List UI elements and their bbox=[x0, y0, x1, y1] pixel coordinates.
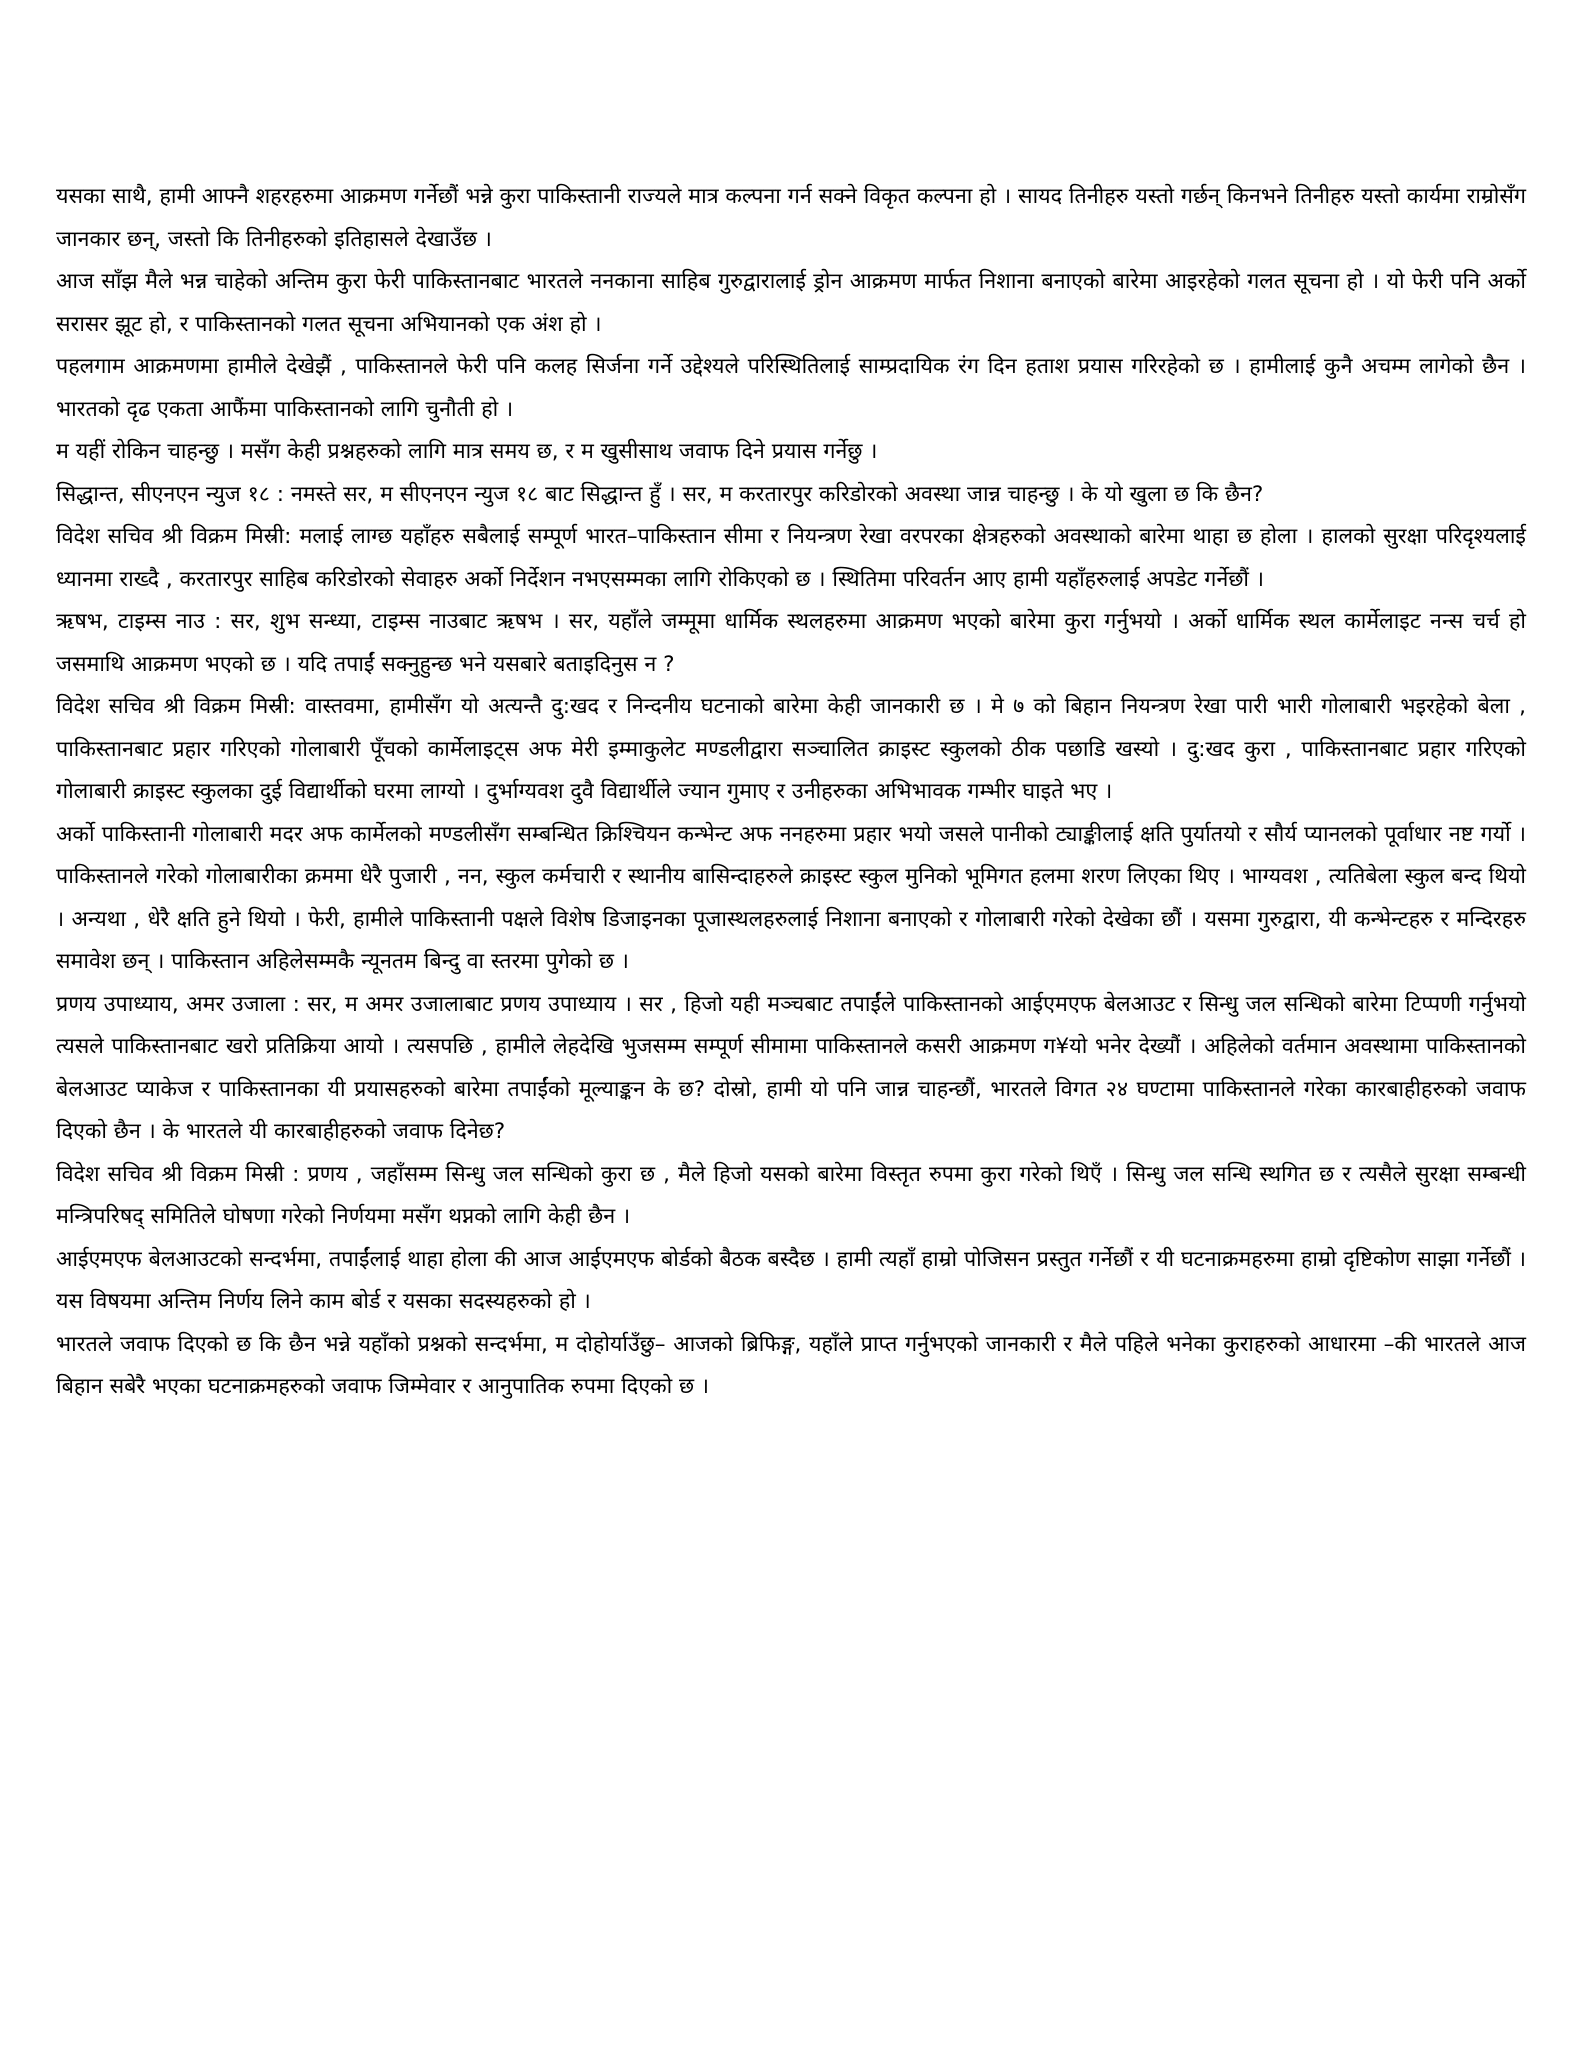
document-page bbox=[56, 176, 1526, 1409]
paragraph-13: भारतले जवाफ दिएको छ कि छैन भन्ने यहाँको प्रश्नको सन्दर्भमा, म दोहोर्याउँछु– आजको ब्रिफिङ्ग, यहाँले प्राप्त गर्नुभएको जानकारी र मैले पहिले भनेका कुराहरुको आधारमा –की भारतले आज बिहान सबेरै भएका घटनाक्रमहरुको जवाफ जिम्मेवार र आनुपातिक रुपमा दिएको छ । bbox=[56, 1331, 1526, 1399]
paragraph-1: यसका साथै, हामी आफ्नै शहरहरुमा आक्रमण गर्नेछौं भन्ने कुरा पाकिस्तानी राज्यले मात्र कल्पना गर्न सक्ने विकृत कल्पना हो । सायद तिनीहरु यस्तो गर्छन् किनभने तिनीहरु यस्तो कार्यमा राम्रोसँग जानकार छन्, जस्तो कि तिनीहरुको इतिहासले देखाउँछ । bbox=[56, 184, 1526, 252]
paragraph-11: विदेश सचिव श्री विक्रम मिस्री : प्रणय , जहाँसम्म सिन्धु जल सन्धिको कुरा छ , मैले हिजो यसको बारेमा विस्तृत रुपमा कुरा गरेको थिएँ । सिन्धु जल सन्धि स्थगित छ र त्यसैले सुरक्षा सम्बन्धी मन्त्रिपरिषद् समितिले घोषणा गरेको निर्णयमा मसँग थप्नको लागि केही छैन । bbox=[56, 1161, 1526, 1229]
paragraph-5: सिद्धान्त, सीएनएन न्युज १८ : नमस्ते सर, म सीएनएन न्युज १८ बाट सिद्धान्त हुँ । सर, म करतारपुर करिडोरको अवस्था जान्न चाहन्छु । के यो खुला छ कि छैन? bbox=[56, 481, 1264, 507]
paragraph-10: प्रणय उपाध्याय, अमर उजाला : सर, म अमर उजालाबाट प्रणय उपाध्याय । सर , हिजो यही मञ्चबाट तपाईंले पाकिस्तानको आईएमएफ बेलआउट र सिन्धु जल सन्धिको बारेमा टिप्पणी गर्नुभयो त्यसले पाकिस्तानबाट खरो प्रतिक्रिया आयो । त्यसपछि , हामीले लेहदेखि भुजसम्म सम्पूर्ण सीमामा पाकिस्तानले कसरी आक्रमण ग¥यो भनेर देख्यौं । अहिलेको वर्तमान अवस्थामा पाकिस्तानको बेलआउट प्याकेज र पाकिस्तानका यी प्रयासहरुको बारेमा तपाईंको मूल्याङ्कन के छ? दोस्रो, हामी यो पनि जान्न चाहन्छौं, भारतले विगत २४ घण्टामा पाकिस्तानले गरेका कारबाहीहरुको जवाफ दिएको छैन । के भारतले यी कारबाहीहरुको जवाफ दिनेछ? bbox=[56, 991, 1526, 1144]
paragraph-7: ऋषभ, टाइम्स नाउ : सर, शुभ सन्ध्या, टाइम्स नाउबाट ऋषभ । सर, यहाँले जम्मूमा धार्मिक स्थलहरुमा आक्रमण भएको बारेमा कुरा गर्नुभयो । अर्को धार्मिक स्थल कार्मेलाइट नन्स चर्च हो जसमाथि आक्रमण भएको छ । यदि तपाईं सक्नुहुन्छ भने यसबारे बताइदिनुस न ? bbox=[56, 609, 1526, 677]
paragraph-2: आज साँझ मैले भन्न चाहेको अन्तिम कुरा फेरी पाकिस्तानबाट भारतले ननकाना साहिब गुरुद्वारालाई ड्रोन आक्रमण मार्फत निशाना बनाएको बारेमा आइरहेको गलत सूचना हो । यो फेरी पनि अर्को सरासर झूट हो, र पाकिस्तानको गलत सूचना अभियानको एक अंश हो । bbox=[56, 269, 1526, 337]
paragraph-4: म यहीं रोकिन चाहन्छु । मसँग केही प्रश्नहरुको लागि मात्र समय छ, र म खुसीसाथ जवाफ दिने प्रयास गर्नेछु । bbox=[56, 439, 878, 464]
paragraph-12: आईएमएफ बेलआउटको सन्दर्भमा, तपाईंलाई थाहा होला की आज आईएमएफ बोर्डको बैठक बस्दैछ । हामी त्यहाँ हाम्रो पोजिसन प्रस्तुत गर्नेछौं र यी घटनाक्रमहरुमा हाम्रो दृष्टिकोण साझा गर्नेछौं । यस विषयमा अन्तिम निर्णय लिने काम बोर्ड र यसका सदस्यहरुको हो । bbox=[56, 1246, 1526, 1314]
paragraph-9: अर्को पाकिस्तानी गोलाबारी मदर अफ कार्मेलको मण्डलीसँग सम्बन्धित क्रिश्चियन कन्भेन्ट अफ ननहरुमा प्रहार भयो जसले पानीको ट्याङ्कीलाई क्षति पुर्यातयो र सौर्य प्यानलको पूर्वाधार नष्ट गर्यो । पाकिस्तानले गरेको गोलाबारीका क्रममा धेरै पुजारी , नन, स्कुल कर्मचारी र स्थानीय बासिन्दाहरुले क्राइस्ट स्कुल मुनिको भूमिगत हलमा शरण लिएका थिए । भाग्यवश , त्यतिबेला स्कुल बन्द थियो । अन्यथा , धेरै क्षति हुने थियो । फेरी, हामीले पाकिस्तानी पक्षले विशेष डिजाइनका पूजास्थलहरुलाई निशाना बनाएको र गोलाबारी गरेको देखेका छौं । यसमा गुरुद्वारा, यी कन्भेन्टहरु र मन्दिरहरु समावेश छन् । पाकिस्तान अहिलेसम्मकै न्यूनतम बिन्दु वा स्तरमा पुगेको छ । bbox=[56, 821, 1526, 974]
paragraph-3: पहलगाम आक्रमणमा हामीले देखेझैं , पाकिस्तानले फेरी पनि कलह सिर्जना गर्ने उद्देश्यले परिस्थितिलाई साम्प्रदायिक रंग दिन हताश प्रयास गरिरहेको छ । हामीलाई कुनै अचम्म लागेको छैन । भारतको दृढ एकता आफैंमा पाकिस्तानको लागि चुनौती हो । bbox=[56, 354, 1526, 422]
paragraph-6: विदेश सचिव श्री विक्रम मिस्री: मलाई लाग्छ यहाँहरु सबैलाई सम्पूर्ण भारत–पाकिस्तान सीमा र नियन्त्रण रेखा वरपरका क्षेत्रहरुको अवस्थाको बारेमा थाहा छ होला । हालको सुरक्षा परिदृश्यलाई ध्यानमा राख्दै , करतारपुर साहिब करिडोरको सेवाहरु अर्को निर्देशन नभएसम्मका लागि रोकिएको छ । स्थितिमा परिवर्तन आए हामी यहाँहरुलाई अपडेट गर्नेछौं । bbox=[56, 524, 1526, 592]
paragraph-8: विदेश सचिव श्री विक्रम मिस्री: वास्तवमा, हामीसँग यो अत्यन्तै दु:खद र निन्दनीय घटनाको बारेमा केही जानकारी छ । मे ७ को बिहान नियन्त्रण रेखा पारी भारी गोलाबारी भइरहेको बेला , पाकिस्तानबाट प्रहार गरिएको गोलाबारी पूँचको कार्मेलाइट्स अफ मेरी इम्माकुलेट मण्डलीद्वारा सञ्चालित क्राइस्ट स्कुलको ठीक पछाडि खस्यो । दु:खद कुरा , पाकिस्तानबाट प्रहार गरिएको गोलाबारी क्राइस्ट स्कुलका दुई विद्यार्थीको घरमा लाग्यो । दुर्भाग्यवश दुवै विद्यार्थीले ज्यान गुमाए र उनीहरुका अभिभावक गम्भीर घाइते भए । bbox=[56, 694, 1526, 804]
